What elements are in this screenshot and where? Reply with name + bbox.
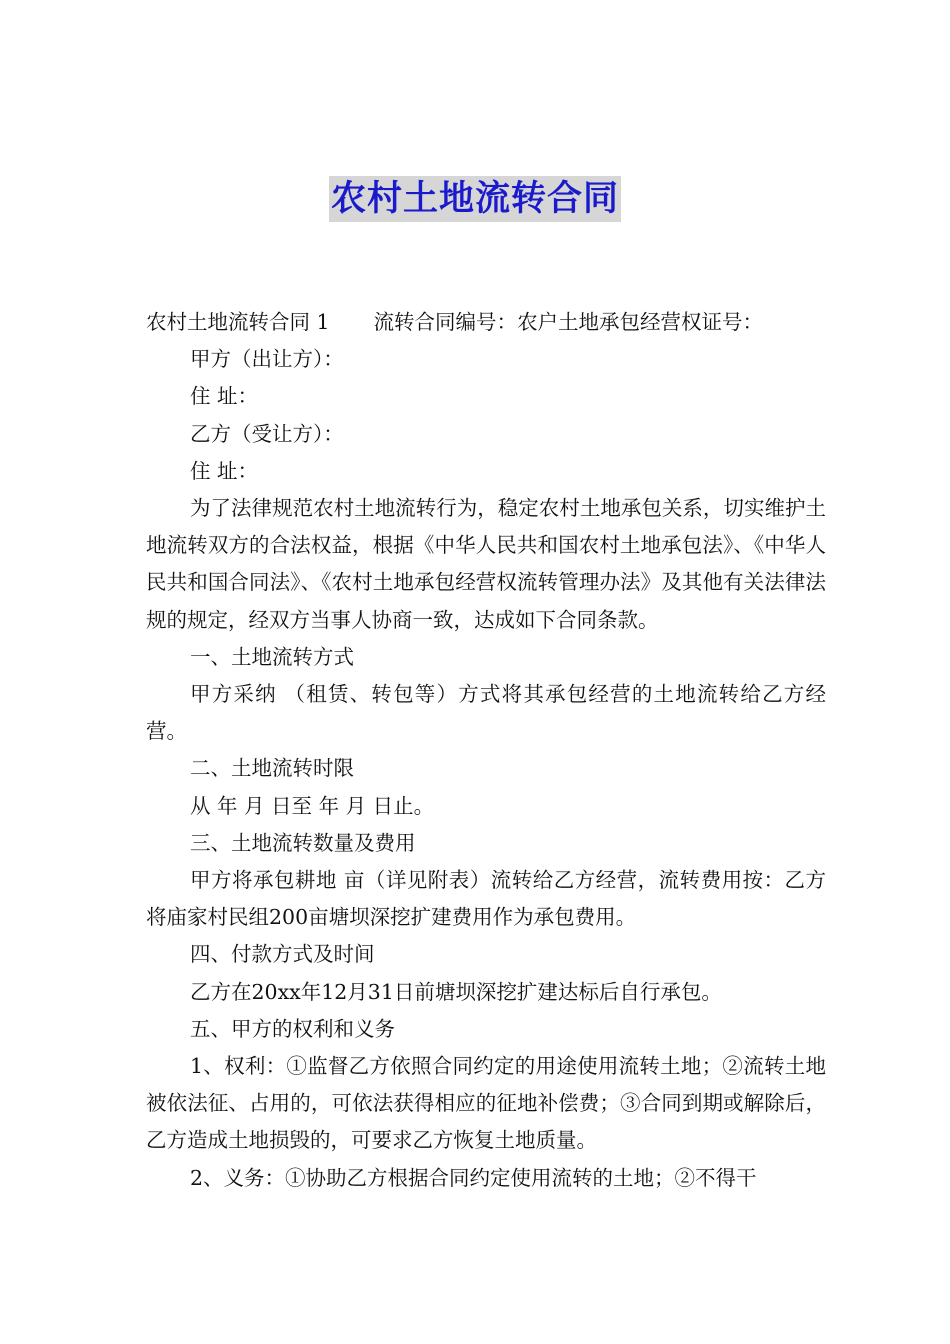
section-2-text: 从 年 月 日至 年 月 日止。	[190, 793, 435, 818]
transfer-contract-number-label: 流转合同编号：	[373, 310, 518, 334]
section-5-rights: 1、权利：①监督乙方依照合同约定的用途使用流转土地；②流转土地被依法征、占用的，可依法获得相应的征地补偿费；③合同到期或解除后，乙方造成土地损毁的，可要求乙方恢复土地质量。	[146, 1054, 826, 1153]
party-b-address: 住 址：	[190, 458, 259, 483]
section-heading-3: 三、土地流转数量及费用	[190, 830, 416, 855]
document-body	[146, 304, 826, 1197]
section-heading-4: 四、付款方式及时间	[190, 942, 375, 967]
land-certificate-number-label: 农户土地承包经营权证号：	[517, 310, 764, 334]
section-3-text: 甲方将承包耕地 亩（详见附表）流转给乙方经营，流转费用按：乙方将庙家村民组200亩塘坝深挖扩建费用作为承包费用。	[146, 868, 826, 930]
party-b-label: 乙方（受让方）：	[190, 421, 344, 446]
section-4-text: 乙方在20xx年12月31日前塘坝深挖扩建达标后自行承包。	[190, 979, 722, 1004]
section-5-obligations: 2、义务：①协助乙方根据合同约定使用流转的土地；②不得干	[190, 1165, 757, 1190]
title-container	[0, 176, 950, 222]
section-heading-2: 二、土地流转时限	[190, 756, 354, 781]
contract-name-number: 农村土地流转合同 1	[146, 310, 330, 334]
section-1-text: 甲方采纳 （租赁、转包等）方式将其承包经营的土地流转给乙方经营。	[146, 682, 826, 744]
section-heading-1: 一、土地流转方式	[190, 644, 354, 669]
section-heading-5: 五、甲方的权利和义务	[190, 1016, 395, 1041]
party-a-address: 住 址：	[190, 384, 259, 409]
party-a-label: 甲方（出让方）：	[190, 347, 344, 372]
preamble-paragraph: 为了法律规范农村土地流转行为，稳定农村土地承包关系，切实维护土地流转双方的合法权益，根据《中华人民共和国农村土地承包法》、《中华人民共和国合同法》、《农村土地承包经营权流转管理办法》及其他有关法律法规的规定，经双方当事人协商一致，达成如下合同条款。	[146, 496, 826, 632]
document-title: 农村土地流转合同	[329, 176, 621, 222]
header-line	[146, 304, 826, 341]
